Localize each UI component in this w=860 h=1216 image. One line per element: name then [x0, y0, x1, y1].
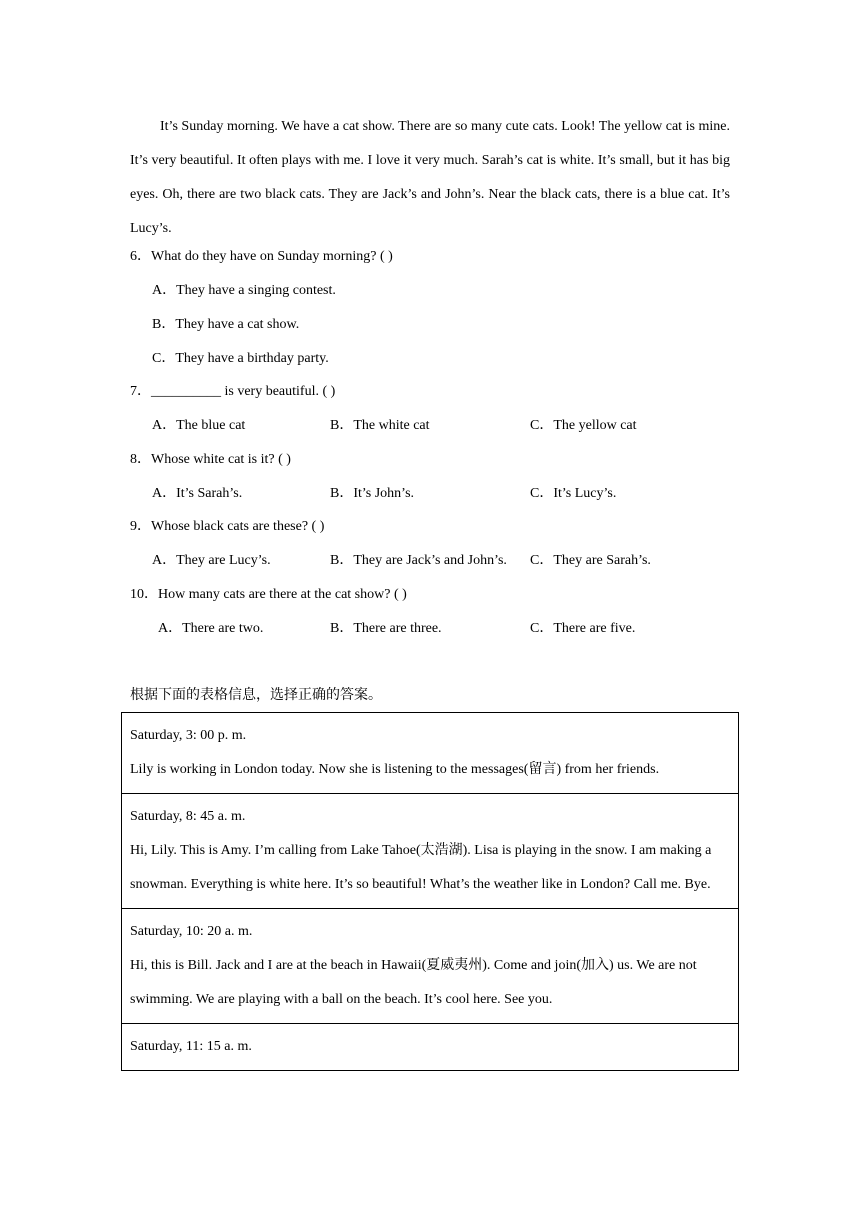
message-cell — [122, 909, 739, 1024]
question-7-option-a: A．The blue cat — [152, 418, 246, 433]
message-cell — [122, 794, 739, 909]
question-10-option-b: B．There are three. — [330, 621, 442, 636]
question-8-option-a: A．It’s Sarah’s. — [152, 486, 243, 501]
question-7-option-b: B．The white cat — [330, 418, 430, 433]
table-row — [122, 713, 739, 794]
message-cell — [122, 713, 739, 794]
question-9-option-b: B．They are Jack’s and John’s. — [330, 553, 507, 568]
question-6-stem: 6．What do they have on Sunday morning? ( ) — [130, 249, 393, 264]
message-time: Saturday, 10: 20 a. m. — [130, 924, 253, 939]
message-time: Saturday, 8: 45 a. m. — [130, 809, 246, 824]
table-row — [122, 909, 739, 1024]
question-9-option-c: C．They are Sarah’s. — [530, 553, 651, 568]
question-6-option-a: A．They have a singing contest. — [152, 283, 336, 298]
question-8-stem: 8．Whose white cat is it? ( ) — [130, 452, 291, 467]
message-text: Lily is working in London today. Now she is listening to the messages(留言) from her friends. — [130, 762, 660, 777]
message-text: Hi, Lily. This is Amy. I’m calling from Lake Tahoe(太浩湖). Lisa is playing in the snow. I am making a snowman. Everything is white here. It’s so beautiful! What’s the weather like in London? Call me. Bye. — [130, 843, 712, 892]
question-8-option-b: B．It’s John’s. — [330, 486, 415, 501]
section-instruction: 根据下面的表格信息，选择正确的答案。 — [130, 688, 382, 703]
question-10-option-c: C．There are five. — [530, 621, 636, 636]
table-row — [122, 1024, 739, 1071]
question-9-option-a: A．They are Lucy’s. — [152, 553, 271, 568]
question-7-option-c: C．The yellow cat — [530, 418, 637, 433]
messages-table — [121, 712, 739, 1071]
table-row — [122, 794, 739, 909]
question-6-option-c: C．They have a birthday party. — [152, 351, 329, 366]
question-10-stem: 10．How many cats are there at the cat show? ( ) — [130, 587, 407, 602]
message-time: Saturday, 3: 00 p. m. — [130, 728, 247, 743]
question-6-option-b: B．They have a cat show. — [152, 317, 300, 332]
message-cell — [122, 1024, 739, 1071]
question-8-option-c: C．It’s Lucy’s. — [530, 486, 617, 501]
question-10-option-a: A．There are two. — [158, 621, 264, 636]
question-9-stem: 9．Whose black cats are these? ( ) — [130, 519, 325, 534]
message-time: Saturday, 11: 15 a. m. — [130, 1039, 252, 1054]
question-7-stem: 7．__________ is very beautiful. ( ) — [130, 384, 336, 399]
message-text: Hi, this is Bill. Jack and I are at the beach in Hawaii(夏威夷州). Come and join(加入) us. We are not swimming. We are playing with a ball on the beach. It’s cool here. See you. — [130, 958, 697, 1007]
reading-passage: It’s Sunday morning. We have a cat show. There are so many cute cats. Look! The yellow cat is mine. It’s very beautiful. It often plays with me. I love it very much. Sarah’s cat is white. It’s small, but it has big eyes. Oh, there are two black cats. They are Jack’s and John’s. Near the black cats, there is a blue cat. It’s Lucy’s. — [130, 119, 730, 236]
